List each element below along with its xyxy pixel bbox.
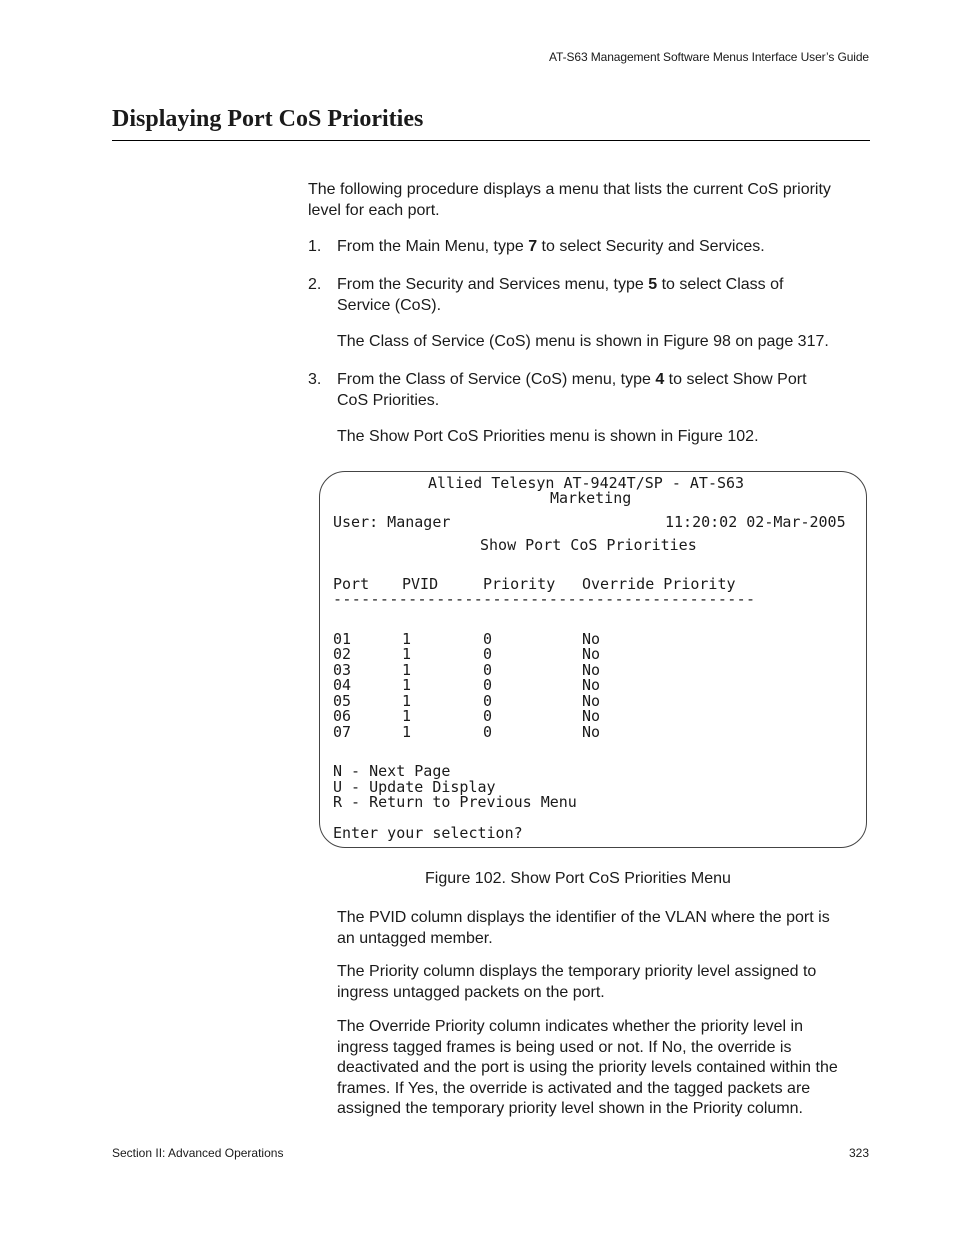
column-header-pvid: PVID bbox=[402, 575, 439, 593]
step-note: The Class of Service (CoS) menu is shown in Figure 98 on page 317. bbox=[337, 333, 829, 350]
step-text bbox=[337, 237, 765, 258]
priority-cell: 0 bbox=[483, 645, 493, 663]
priority-cell: 0 bbox=[483, 723, 493, 741]
text-line: frames. If Yes, the override is activated and the tagged packets are bbox=[337, 1079, 811, 1097]
step-key: 5 bbox=[648, 276, 658, 293]
step-text-pre: From the Class of Service (CoS) menu, type bbox=[337, 371, 656, 388]
pvid-cell: 1 bbox=[402, 645, 412, 663]
step-text-post: to select Show Port bbox=[664, 371, 807, 388]
column-header-port: Port bbox=[333, 575, 370, 593]
pvid-cell: 1 bbox=[402, 707, 412, 725]
intro-line: level for each port. bbox=[308, 201, 440, 219]
override-cell: No bbox=[582, 692, 601, 710]
text-line: The Priority column displays the temporary priority level assigned to bbox=[337, 963, 817, 980]
step-text-post: to select Security and Services. bbox=[537, 238, 765, 255]
step-key: 7 bbox=[528, 238, 538, 255]
port-cell: 03 bbox=[333, 661, 352, 679]
step-line: Service (CoS). bbox=[337, 296, 442, 314]
port-cell: 07 bbox=[333, 723, 352, 741]
step-number: 1. bbox=[308, 238, 322, 255]
column-header-priority: Priority bbox=[483, 575, 556, 593]
step-text-pre: From the Main Menu, type bbox=[337, 238, 529, 255]
step-key: 4 bbox=[655, 371, 665, 388]
menu-option-next-page: N - Next Page bbox=[333, 762, 451, 780]
step-line: CoS Priorities. bbox=[337, 391, 440, 409]
step-text-post: to select Class of bbox=[657, 276, 784, 293]
running-header: AT-S63 Management Software Menus Interface User’s Guide bbox=[549, 50, 869, 64]
priority-cell: 0 bbox=[483, 707, 493, 725]
page-number: 323 bbox=[848, 1146, 869, 1160]
override-cell: No bbox=[582, 707, 601, 725]
figure-caption: Figure 102. Show Port CoS Priorities Menu bbox=[425, 870, 731, 887]
step-note: The Show Port CoS Priorities menu is shown in Figure 102. bbox=[337, 428, 759, 445]
port-cell: 05 bbox=[333, 692, 352, 710]
override-cell: No bbox=[582, 661, 601, 679]
footer-section: Section II: Advanced Operations bbox=[112, 1146, 284, 1160]
menu-option-update-display: U - Update Display bbox=[333, 778, 496, 796]
pvid-cell: 1 bbox=[402, 630, 412, 648]
port-cell: 04 bbox=[333, 676, 352, 694]
override-cell: No bbox=[582, 676, 601, 694]
override-cell: No bbox=[582, 630, 601, 648]
priority-cell: 0 bbox=[483, 676, 493, 694]
step-text-pre: From the Security and Services menu, type bbox=[337, 276, 649, 293]
text-line: an untagged member. bbox=[337, 929, 493, 947]
priority-cell: 0 bbox=[483, 692, 493, 710]
override-cell: No bbox=[582, 645, 601, 663]
text-line: deactivated and the port is using the priority levels contained within the bbox=[337, 1059, 838, 1076]
priority-cell: 0 bbox=[483, 630, 493, 648]
pvid-cell: 1 bbox=[402, 723, 412, 741]
screen-user: User: Manager bbox=[333, 513, 451, 531]
port-cell: 06 bbox=[333, 707, 352, 725]
column-divider: --------------------------------------------- bbox=[333, 590, 756, 608]
text-line: ingress tagged frames is being used or not. If No, the override is bbox=[337, 1038, 792, 1056]
title-rule bbox=[112, 140, 870, 141]
section-title: Displaying Port CoS Priorities bbox=[112, 106, 424, 132]
override-cell: No bbox=[582, 723, 601, 741]
step-number: 2. bbox=[308, 276, 322, 293]
pvid-cell: 1 bbox=[402, 692, 412, 710]
override-explanation bbox=[337, 1017, 838, 1120]
step-number: 3. bbox=[308, 371, 322, 388]
selection-prompt: Enter your selection? bbox=[333, 824, 523, 842]
text-line: ingress untagged packets on the port. bbox=[337, 983, 605, 1001]
step-line bbox=[337, 370, 807, 391]
text-line: The Override Priority column indicates whether the priority level in bbox=[337, 1018, 803, 1035]
intro-line: The following procedure displays a menu that lists the current CoS priority bbox=[308, 181, 831, 198]
text-line: The PVID column displays the identifier of the VLAN where the port is bbox=[337, 909, 830, 926]
step-line bbox=[337, 275, 783, 296]
screen-menu-title: Show Port CoS Priorities bbox=[480, 536, 697, 554]
screen-title: Allied Telesyn AT-9424T/SP - AT-S63 bbox=[428, 474, 745, 492]
port-cell: 02 bbox=[333, 645, 352, 663]
intro-paragraph bbox=[308, 180, 831, 221]
step-text bbox=[337, 370, 807, 411]
text-line: assigned the temporary priority level shown in the Priority column. bbox=[337, 1100, 803, 1117]
column-header-override: Override Priority bbox=[582, 575, 736, 593]
priority-cell: 0 bbox=[483, 661, 493, 679]
pvid-cell: 1 bbox=[402, 661, 412, 679]
pvid-explanation bbox=[337, 908, 830, 949]
menu-option-return: R - Return to Previous Menu bbox=[333, 793, 577, 811]
screen-subtitle: Marketing bbox=[550, 489, 632, 507]
port-cell: 01 bbox=[333, 630, 352, 648]
screen-datetime: 11:20:02 02-Mar-2005 bbox=[665, 513, 846, 531]
priority-explanation bbox=[337, 962, 816, 1003]
step-text bbox=[337, 275, 783, 316]
pvid-cell: 1 bbox=[402, 676, 412, 694]
